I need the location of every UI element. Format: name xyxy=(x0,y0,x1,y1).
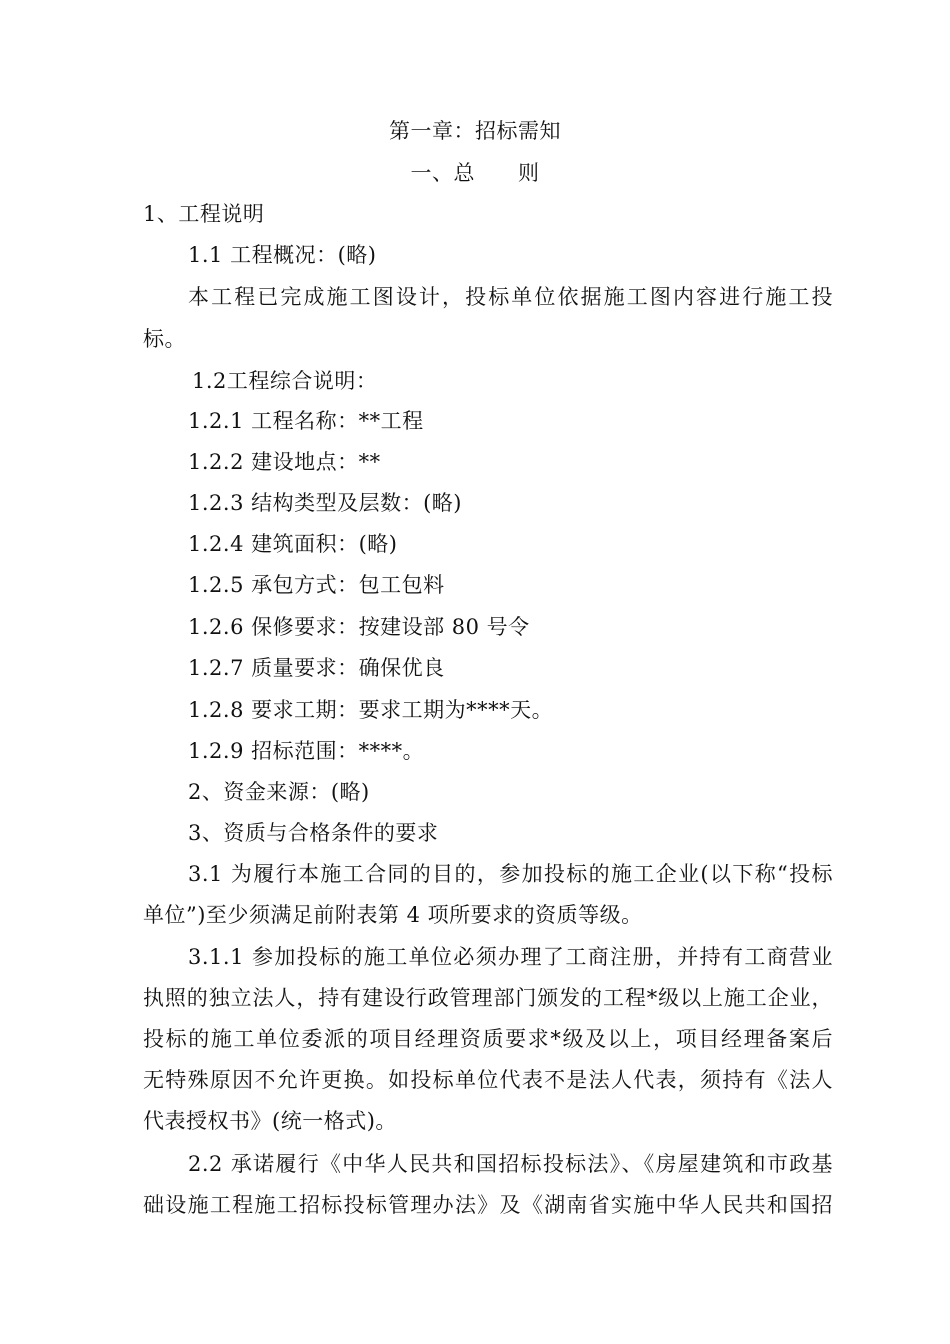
paragraph-line: 3.1.1 参加投标的施工单位必须办理了工商注册，并持有工商营业 xyxy=(188,945,833,969)
paragraph-line: 1.2.1 工程名称：**工程 xyxy=(188,409,424,433)
paragraph-line: 标。 xyxy=(143,327,186,351)
paragraph-line: 1.2.3 结构类型及层数：(略) xyxy=(188,491,462,515)
paragraph-line: 1.2.2 建设地点：** xyxy=(188,450,381,474)
paragraph-line: 1.2.8 要求工期：要求工期为****天。 xyxy=(188,698,554,722)
paragraph-line: 单位”)至少须满足前附表第 4 项所要求的资质等级。 xyxy=(143,903,643,927)
paragraph-line: 1.2工程综合说明： xyxy=(192,369,378,393)
paragraph-line: 本工程已完成施工图设计，投标单位依据施工图内容进行施工投 xyxy=(188,285,833,309)
section-title: 一、总 则 xyxy=(410,161,540,185)
paragraph-line: 3.1 为履行本施工合同的目的，参加投标的施工企业(以下称“投标 xyxy=(188,862,833,886)
paragraph-line: 无特殊原因不允许更换。如投标单位代表不是法人代表，须持有《法人 xyxy=(143,1068,833,1092)
paragraph-line: 2、资金来源：(略) xyxy=(188,780,370,804)
paragraph-line: 1、工程说明 xyxy=(143,202,265,226)
paragraph-line: 1.2.9 招标范围：****。 xyxy=(188,739,425,763)
paragraph-line: 投标的施工单位委派的项目经理资质要求*级及以上，项目经理备案后 xyxy=(143,1027,833,1051)
paragraph-line: 1.1 工程概况：(略) xyxy=(188,243,377,267)
paragraph-line: 础设施工程施工招标投标管理办法》及《湖南省实施中华人民共和国招 xyxy=(143,1193,833,1217)
paragraph-line: 1.2.7 质量要求：确保优良 xyxy=(188,656,445,680)
paragraph-line: 1.2.6 保修要求：按建设部 80 号令 xyxy=(188,615,530,639)
paragraph-line: 执照的独立法人，持有建设行政管理部门颁发的工程*级以上施工企业， xyxy=(143,986,833,1010)
paragraph-line: 1.2.4 建筑面积：(略) xyxy=(188,532,398,556)
paragraph-line: 2.2 承诺履行《中华人民共和国招标投标法》、《房屋建筑和市政基 xyxy=(188,1152,833,1176)
paragraph-line: 3、资质与合格条件的要求 xyxy=(188,821,439,845)
paragraph-line: 1.2.5 承包方式：包工包料 xyxy=(188,573,445,597)
chapter-title: 第一章：招标需知 xyxy=(389,119,561,143)
paragraph-line: 代表授权书》(统一格式)。 xyxy=(143,1109,397,1133)
